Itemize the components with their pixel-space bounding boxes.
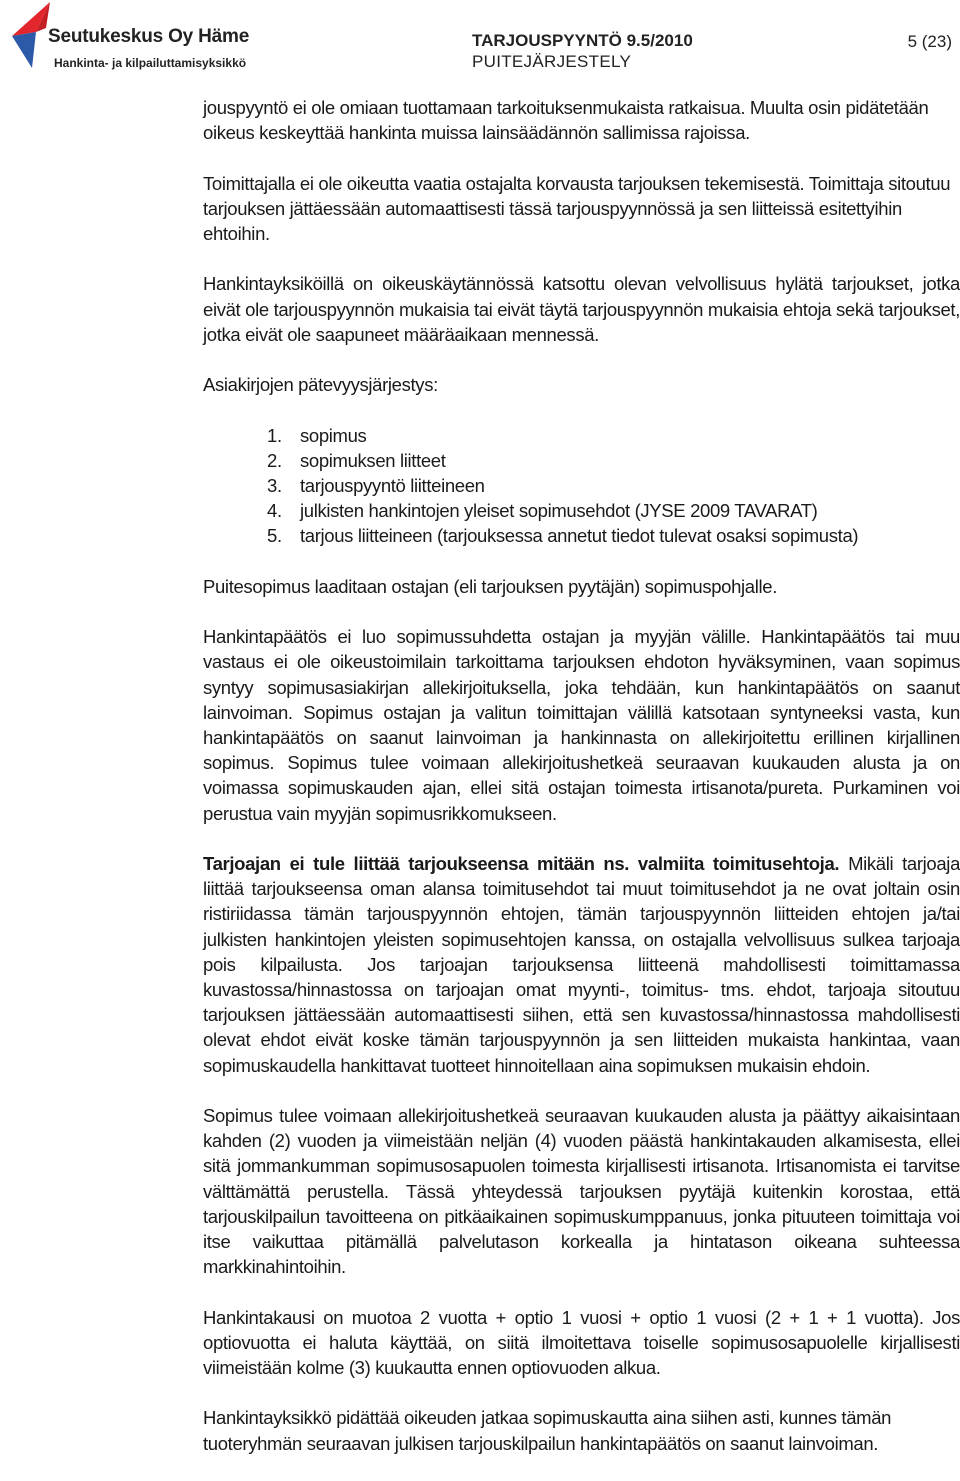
paragraph-7: Sopimus tulee voimaan allekirjoitushetkeä seuraavan kuukauden alusta ja päättyy aikaisintaan kahden (2) vuoden ja viimeistään neljän (4) vuoden päästä hankintakauden alkamisesta, ellei sitä jommankumman sopimusosapuolen toimesta kirjallisesti irtisanota. Irtisanomista ei tarvitse välttämättä perustella. Tässä yhteydessä tarjouksen pyytäjä kuitenkin korostaa, että tarjouskilpailun tavoitteena on pitkäaikainen sopimuskumppanuus, jonka pituuteen toimittaja voi itse vaikuttaa pitämällä palvelutason korkealla ja hintatason oikeana suhteessa markkinahintoihin.	[203, 1105, 960, 1278]
brand-subtitle: Hankinta- ja kilpailuttamisyksikkö	[54, 56, 247, 70]
document-subtitle: PUITEJÄRJESTELY	[472, 52, 632, 71]
list-text: sopimuksen liitteet	[300, 449, 446, 471]
list-number: 4.	[267, 500, 282, 522]
paragraph-6-text: Mikäli tarjoaja liittää tarjoukseensa oman alansa toimitusehdot tai muut toimitusehdot ja ne ovat joltain osin ristiriidassa tämän tarjouspyynnön ehtojen, tämän tarjouspyynnön liitteiden ehtojen ja/tai julkisten hankintojen yleisten sopimusehtojen kanssa, on ostajalla velvollisuus sulkea tarjoaja pois kilpailusta. Jos tarjoajan tarjouksensa liitteenä mahdollisesti toimittamassa kuvastossa/hinnastossa on tarjoajan omat myynti-, toimitus- tms. ehdot, tarjoaja sitoutuu tarjouksen jättäessään automaattisesti siihen, että sen kuvastossa/hinnastossa mahdollisesti olevat ehdot eivät koske tämän tarjouspyynnön ja sen liitteiden mukaista hankintaa, vaan sopimuskaudella hankittavat tuotteet hinnoitellaan aina sopimuksen mukaisin ehdoin.	[203, 852, 960, 1076]
document-priority-list	[203, 423, 960, 549]
paragraph-3: Hankintayksiköillä on oikeuskäytännössä katsottu olevan velvollisuus hylätä tarjoukset, jotka eivät ole tarjouspyynnön mukaisia tai eivät täytä tarjouspyynnön mukaisia ehtoja sekä tarjoukset, jotka eivät ole saapuneet määräaikaan mennessä.	[203, 273, 960, 345]
list-item	[203, 473, 960, 498]
paragraph-4: Puitesopimus laaditaan ostajan (eli tarjouksen pyytäjän) sopimuspohjalle.	[203, 575, 777, 597]
list-item	[203, 423, 960, 448]
list-number: 1.	[267, 424, 282, 446]
list-item	[203, 448, 960, 473]
list-number: 2.	[267, 449, 282, 471]
paragraph-9: Hankintayksikkö pidättää oikeuden jatkaa sopimuskautta aina siihen asti, kunnes tämän tuoteryhmän seuraavan julkisen tarjouskilpailun hankintapäätös on saanut lainvoiman.	[203, 1407, 892, 1454]
paragraph-5: Hankintapäätös ei luo sopimussuhdetta ostajan ja myyjän välille. Hankintapäätös tai muu vastaus ei ole oikeustoimilain tarkoittama tarjouksen ehdoton hyväksyminen, vaan sopimus syntyy sopimusasiakirjan allekirjoituksella, joka tehdään, kun hankintapäätös on saanut lainvoiman. Sopimus ostajan ja valitun toimittajan välillä katsotaan syntyneeksi vasta, kun hankintapäätös on saanut lainvoiman ja hankinnasta on allekirjoitettu erillinen kirjallinen sopimus. Sopimus tulee voimaan allekirjoitushetkeä seuraavan kuukauden alusta ja on voimassa sopimuskauden ajan, ellei sitä ostajan toimesta irtisanota/pureta. Purkaminen voi perustua vain myyjän sopimusrikkomukseen.	[203, 626, 960, 824]
list-item	[203, 498, 960, 523]
page-header	[0, 0, 960, 80]
page-number: 5 (23)	[907, 32, 952, 51]
paragraph-6	[203, 851, 960, 1078]
list-number: 5.	[267, 525, 282, 547]
document-body	[203, 95, 960, 1481]
list-text: tarjous liitteineen (tarjouksessa annetut tiedot tulevat osaksi sopimusta)	[300, 525, 859, 547]
list-text: sopimus	[300, 424, 367, 446]
paragraph-1: jouspyyntö ei ole omiaan tuottamaan tarkoituksenmukaista ratkaisua. Muulta osin pidätetään oikeus keskeyttää hankinta muissa lainsäädännön sallimissa rajoissa.	[203, 97, 929, 144]
brand-name: Seutukeskus Oy Häme	[48, 26, 250, 47]
list-heading: Asiakirjojen pätevyysjärjestys:	[203, 374, 438, 396]
company-logo-icon	[6, 2, 54, 70]
list-number: 3.	[267, 474, 282, 496]
paragraph-8: Hankintakausi on muotoa 2 vuotta + optio 1 vuosi + optio 1 vuosi (2 + 1 + 1 vuotta). Jos optiovuotta ei haluta käyttää, on siitä ilmoitettava toiselle sopimusosapuolelle kirjallisesti viimeistään kolme (3) kuukautta ennen optiovuoden alkua.	[203, 1306, 960, 1379]
list-text: tarjouspyyntö liitteineen	[300, 474, 485, 496]
document-title: TARJOUSPYYNTÖ 9.5/2010	[472, 31, 693, 50]
list-text: julkisten hankintojen yleiset sopimusehdot (JYSE 2009 TAVARAT)	[300, 500, 818, 522]
paragraph-6-bold-lead: Tarjoajan ei tule liittää tarjoukseensa mitään ns. valmiita toimitusehtoja.	[203, 852, 840, 874]
list-item	[203, 523, 960, 548]
paragraph-2: Toimittajalla ei ole oikeutta vaatia ostajalta korvausta tarjouksen tekemisestä. Toimittaja sitoutuu tarjouksen jättäessään automaattisesti tässä tarjouspyynnössä ja sen liitteissä esitettyihin ehtoihin.	[203, 172, 951, 244]
